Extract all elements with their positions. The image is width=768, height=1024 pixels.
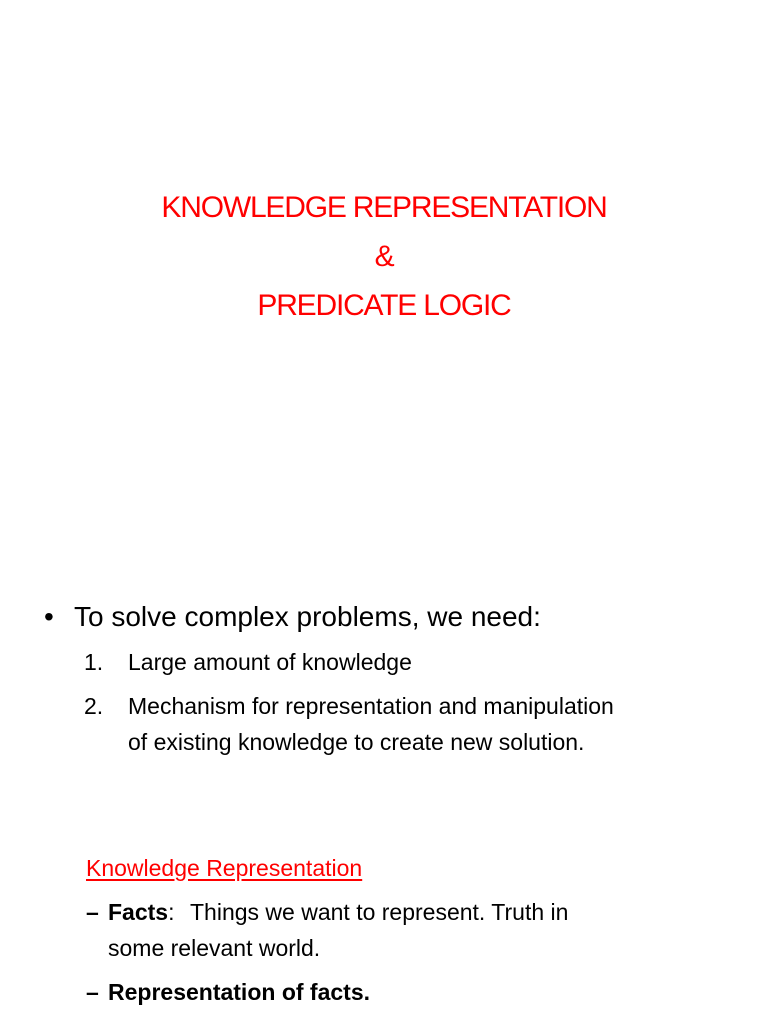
main-bullet-text: To solve complex problems, we need: — [74, 601, 541, 632]
item-text: Mechanism for representation and manipulation — [128, 693, 614, 719]
facts-text-continuation: some relevant world. — [108, 935, 321, 961]
title-line-2: & — [374, 240, 394, 273]
slide-title — [0, 183, 768, 330]
facts-colon: : — [168, 899, 175, 925]
facts-term: Facts — [108, 899, 169, 925]
title-line-1: KNOWLEDGE REPRESENTATION — [161, 191, 607, 224]
dash-marker: – — [86, 979, 99, 1005]
numbered-item-1 — [84, 644, 412, 680]
knowledge-representation-heading: Knowledge Representation — [86, 855, 363, 881]
content-slide — [0, 560, 768, 1024]
item-text: Large amount of knowledge — [128, 649, 412, 675]
representation-of-facts-term: Representation of facts. — [108, 979, 370, 1005]
dash-item-representation-of-facts — [86, 974, 370, 1010]
item-text-continuation: of existing knowledge to create new solution. — [128, 729, 585, 755]
dash-marker: – — [86, 899, 99, 925]
numbered-item-2 — [84, 688, 614, 760]
title-line-3: PREDICATE LOGIC — [257, 289, 511, 322]
dash-item-facts — [86, 894, 568, 966]
bullet-dot: • — [44, 601, 54, 632]
main-bullet — [44, 600, 541, 634]
facts-text: Things we want to represent. Truth in — [190, 899, 569, 925]
item-number: 1. — [84, 649, 104, 675]
item-number: 2. — [84, 693, 104, 719]
